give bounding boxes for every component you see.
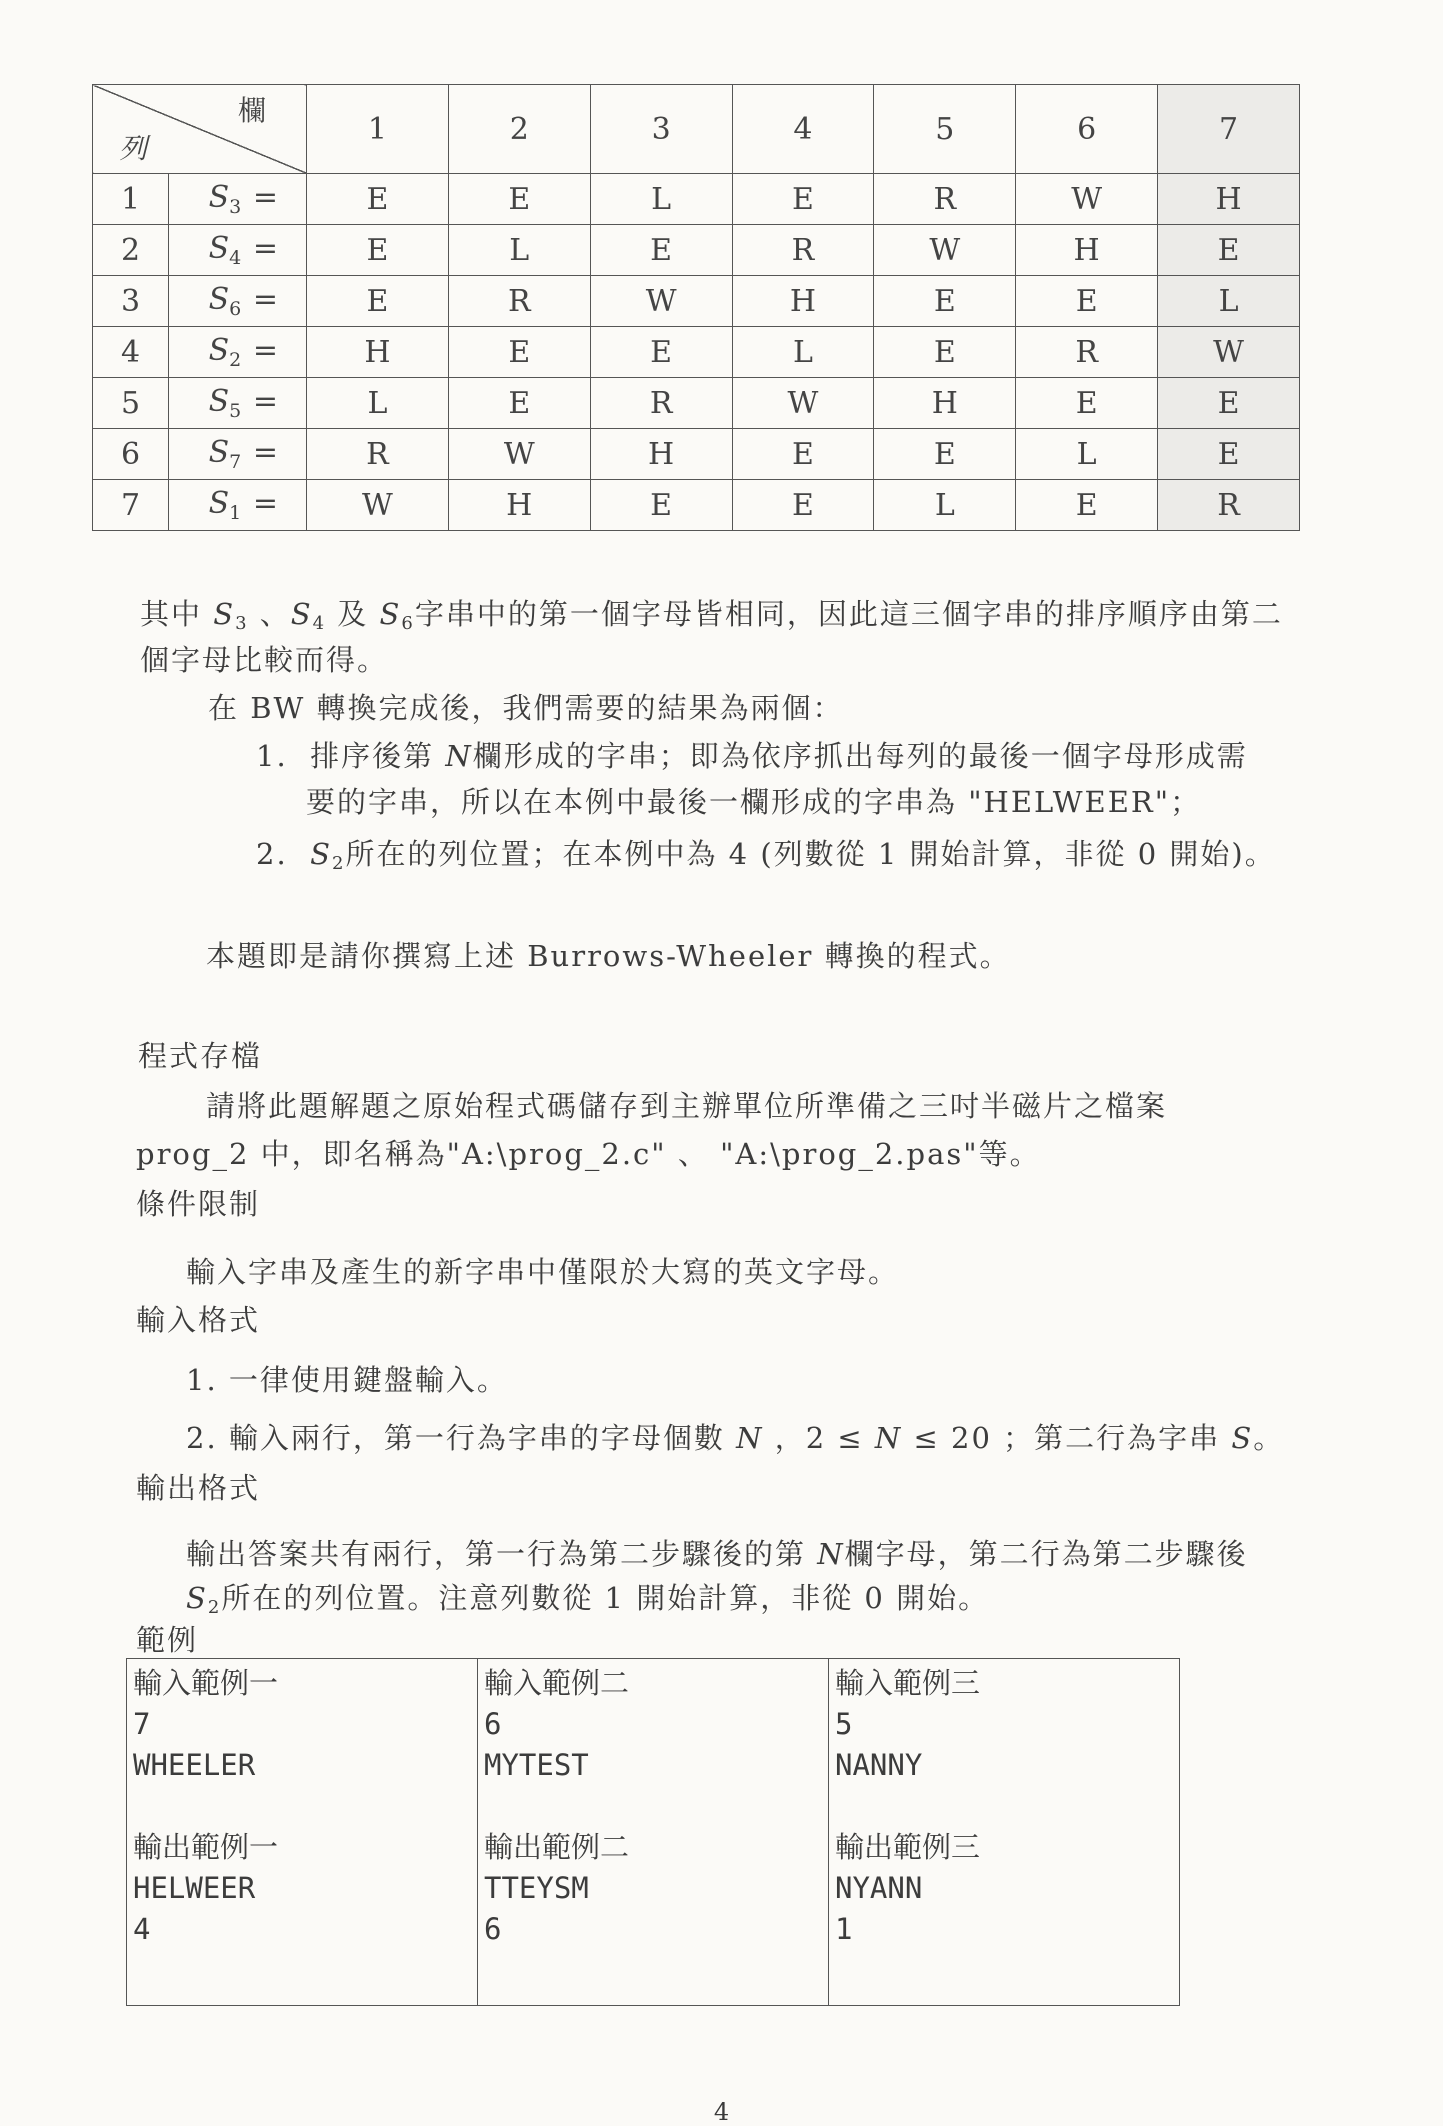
string-subscript: 7 <box>229 451 242 473</box>
text-fragment: ，2 ≤ <box>763 1421 875 1455</box>
row-number: 7 <box>93 480 169 531</box>
string-symbol: S <box>310 837 332 871</box>
sample-output-label: 輸出範例一 <box>133 1830 279 1864</box>
text-fragment: 所在的列位置。注意列數從 1 開始計算，非從 0 開始。 <box>221 1581 990 1615</box>
equals-sign: = <box>252 384 278 419</box>
section-heading-input: 輸入格式 <box>136 1303 261 1337</box>
rotation-name <box>169 327 307 378</box>
string-subscript: 2 <box>229 349 242 371</box>
string-subscript: 6 <box>229 298 242 320</box>
letter-cell: L <box>590 174 732 225</box>
rotation-name <box>169 480 307 531</box>
letter-cell: W <box>732 378 874 429</box>
result-item-2 <box>256 836 1276 882</box>
sample-input-label: 輸入範例三 <box>835 1666 981 1700</box>
text-fragment: 輸出答案共有兩行，第一行為第二步驟後的第 <box>186 1537 818 1571</box>
string-symbol: S <box>290 597 313 631</box>
string-subscript: 5 <box>229 400 242 422</box>
sample-input-label: 輸入範例二 <box>484 1666 630 1700</box>
row-number: 5 <box>93 378 169 429</box>
limits-text: 輸入字串及產生的新字串中僅限於大寫的英文字母。 <box>186 1255 900 1289</box>
equals-sign: = <box>252 282 278 317</box>
section-heading-samples: 範例 <box>136 1623 199 1657</box>
letter-cell: E <box>1158 225 1300 276</box>
letter-cell: R <box>1158 480 1300 531</box>
letter-cell: E <box>590 327 732 378</box>
string-subscript: 6 <box>401 613 415 634</box>
string-symbol: S <box>208 486 230 521</box>
string-symbol: S <box>208 231 230 266</box>
letter-cell: L <box>732 327 874 378</box>
variable-n: N <box>445 739 473 773</box>
task-statement: 本題即是請你撰寫上述 Burrows-Wheeler 轉換的程式。 <box>206 939 1011 973</box>
letter-cell: H <box>307 327 449 378</box>
letter-cell: W <box>1158 327 1300 378</box>
table-row <box>93 276 1300 327</box>
letter-cell: E <box>448 174 590 225</box>
sample-cell-2 <box>478 1659 829 2006</box>
string-symbol: S <box>208 180 230 215</box>
letter-cell: R <box>874 174 1016 225</box>
text-fragment: 及 <box>326 597 380 631</box>
text-fragment: ≤ 20 ；第二行為字串 <box>902 1421 1232 1455</box>
string-subscript: 4 <box>229 247 242 269</box>
equals-sign: = <box>252 180 278 215</box>
bw-rotation-table <box>92 84 1300 531</box>
input-format-item-2 <box>186 1420 1284 1456</box>
table-row <box>93 429 1300 480</box>
section-heading-output: 輸出格式 <box>136 1471 261 1505</box>
rotation-name <box>169 429 307 480</box>
letter-cell: E <box>448 378 590 429</box>
letter-cell: H <box>874 378 1016 429</box>
column-number: 3 <box>590 85 732 174</box>
letter-cell: E <box>1158 378 1300 429</box>
table-header-row <box>93 85 1300 174</box>
text-fragment: 排序後第 <box>310 739 446 773</box>
column-number: 1 <box>307 85 449 174</box>
sample-input-line: NANNY <box>835 1748 923 1782</box>
letter-cell: R <box>307 429 449 480</box>
letter-cell: E <box>590 480 732 531</box>
rotation-name <box>169 174 307 225</box>
table-corner-cell <box>93 85 307 174</box>
letter-cell: E <box>732 174 874 225</box>
sample-input-line: 5 <box>835 1707 853 1741</box>
column-number: 7 <box>1158 85 1300 174</box>
letter-cell: E <box>874 429 1016 480</box>
string-symbol: S <box>1231 1421 1254 1455</box>
string-symbol: S <box>186 1581 208 1615</box>
string-subscript: 3 <box>235 613 249 634</box>
table-row <box>93 225 1300 276</box>
letter-cell: E <box>590 225 732 276</box>
letter-cell: H <box>732 276 874 327</box>
row-number: 2 <box>93 225 169 276</box>
letter-cell: E <box>732 480 874 531</box>
string-symbol: S <box>208 333 230 368</box>
letter-cell: R <box>448 276 590 327</box>
letter-cell: R <box>590 378 732 429</box>
row-axis-label: 列 <box>119 132 148 165</box>
letter-cell: R <box>732 225 874 276</box>
letter-cell: W <box>590 276 732 327</box>
sample-input-line: MYTEST <box>484 1748 589 1782</box>
text-fragment: 欄字母，第二行為第二步驟後 <box>844 1537 1248 1571</box>
paragraph-same-first-letter <box>140 596 1283 642</box>
list-number: 2. <box>256 837 288 871</box>
text-fragment: 欄形成的字串；即為依序抓出每列的最後一個字母形成需 <box>472 739 1248 773</box>
sample-output-line: 6 <box>484 1912 502 1946</box>
input-format-item-1: 1. 一律使用鍵盤輸入。 <box>186 1363 508 1397</box>
letter-cell: H <box>590 429 732 480</box>
letter-cell: H <box>448 480 590 531</box>
string-subscript: 2 <box>207 1597 222 1618</box>
equals-sign: = <box>252 333 278 368</box>
sample-input-label: 輸入範例一 <box>133 1666 279 1700</box>
column-number: 2 <box>448 85 590 174</box>
paragraph-line: 個字母比較而得。 <box>140 643 389 677</box>
variable-n: N <box>874 1421 903 1455</box>
equals-sign: = <box>252 486 278 521</box>
section-heading-save: 程式存檔 <box>138 1039 263 1073</box>
letter-cell: H <box>1158 174 1300 225</box>
letter-cell: L <box>307 378 449 429</box>
column-axis-label: 欄 <box>237 94 266 127</box>
sample-cell-1 <box>127 1659 478 2006</box>
string-symbol: S <box>208 435 230 470</box>
variable-n: N <box>736 1421 764 1455</box>
text-fragment: 所在的列位置；在本例中為 4 (列數從 1 開始計算，非從 0 開始)。 <box>345 837 1276 871</box>
string-subscript: 2 <box>331 853 346 874</box>
letter-cell: E <box>1016 480 1158 531</box>
column-number: 5 <box>874 85 1016 174</box>
sample-output-label: 輸出範例三 <box>835 1830 981 1864</box>
letter-cell: E <box>448 327 590 378</box>
text-fragment: 其中 <box>140 597 214 631</box>
sample-output-label: 輸出範例二 <box>484 1830 630 1864</box>
save-instructions-line2: prog_2 中，即名稱為"A:\prog_2.c" 、 "A:\prog_2.pas"等。 <box>136 1137 1041 1171</box>
string-subscript: 1 <box>229 502 242 524</box>
string-symbol: S <box>208 384 230 419</box>
sample-output-line: 4 <box>133 1912 151 1946</box>
string-subscript: 4 <box>312 613 327 634</box>
letter-cell: E <box>874 327 1016 378</box>
result-item-1 <box>256 738 1248 774</box>
equals-sign: = <box>252 231 278 266</box>
output-format-line2 <box>186 1580 989 1626</box>
letter-cell: E <box>1016 378 1158 429</box>
letter-cell: L <box>1016 429 1158 480</box>
letter-cell: W <box>1016 174 1158 225</box>
list-number: 1. <box>256 739 288 773</box>
save-instructions-line1: 請將此題解題之原始程式碼儲存到主辦單位所準備之三吋半磁片之檔案 <box>206 1089 1168 1123</box>
table-row <box>93 378 1300 429</box>
samples-table <box>126 1658 1180 2006</box>
letter-cell: H <box>1016 225 1158 276</box>
rotation-name <box>169 378 307 429</box>
rotation-name <box>169 225 307 276</box>
table-row <box>93 174 1300 225</box>
letter-cell: L <box>448 225 590 276</box>
text-fragment: 2. 輸入兩行，第一行為字串的字母個數 <box>186 1421 737 1455</box>
row-number: 3 <box>93 276 169 327</box>
column-number: 4 <box>732 85 874 174</box>
sample-output-line: TTEYSM <box>484 1871 589 1905</box>
column-number: 6 <box>1016 85 1158 174</box>
letter-cell: W <box>307 480 449 531</box>
string-subscript: 3 <box>229 196 242 218</box>
text-fragment: 。 <box>1253 1421 1285 1455</box>
letter-cell: E <box>307 174 449 225</box>
letter-cell: L <box>874 480 1016 531</box>
row-number: 6 <box>93 429 169 480</box>
row-number: 4 <box>93 327 169 378</box>
letter-cell: E <box>1158 429 1300 480</box>
text-fragment: 字串中的第一個字母皆相同，因此這三個字串的排序順序由第二 <box>414 597 1283 631</box>
rotation-name <box>169 276 307 327</box>
sample-input-line: WHEELER <box>133 1748 256 1782</box>
result-item-1-line2: 要的字串，所以在本例中最後一欄形成的字串為 "HELWEER"； <box>306 785 1202 819</box>
letter-cell: W <box>448 429 590 480</box>
paragraph-results-intro: 在 BW 轉換完成後，我們需要的結果為兩個： <box>208 691 844 725</box>
sample-input-line: 6 <box>484 1707 502 1741</box>
text-fragment: 、 <box>248 597 291 631</box>
string-symbol: S <box>208 282 230 317</box>
section-heading-limits: 條件限制 <box>136 1187 261 1221</box>
sample-input-line: 7 <box>133 1707 151 1741</box>
letter-cell: E <box>307 276 449 327</box>
sample-output-line: 1 <box>835 1912 853 1946</box>
sample-output-line: HELWEER <box>133 1871 256 1905</box>
table-row <box>93 480 1300 531</box>
string-symbol: S <box>213 597 236 631</box>
equals-sign: = <box>252 435 278 470</box>
output-format-line1 <box>186 1536 1248 1572</box>
letter-cell: L <box>1158 276 1300 327</box>
sample-cell-3 <box>829 1659 1180 2006</box>
variable-n: N <box>817 1537 845 1571</box>
row-number: 1 <box>93 174 169 225</box>
letter-cell: E <box>732 429 874 480</box>
letter-cell: R <box>1016 327 1158 378</box>
letter-cell: E <box>1016 276 1158 327</box>
table-row <box>93 327 1300 378</box>
sample-output-line: NYANN <box>835 1871 923 1905</box>
letter-cell: E <box>874 276 1016 327</box>
letter-cell: W <box>874 225 1016 276</box>
page-number: 4 <box>713 2098 730 2126</box>
letter-cell: E <box>307 225 449 276</box>
string-symbol: S <box>379 597 402 631</box>
